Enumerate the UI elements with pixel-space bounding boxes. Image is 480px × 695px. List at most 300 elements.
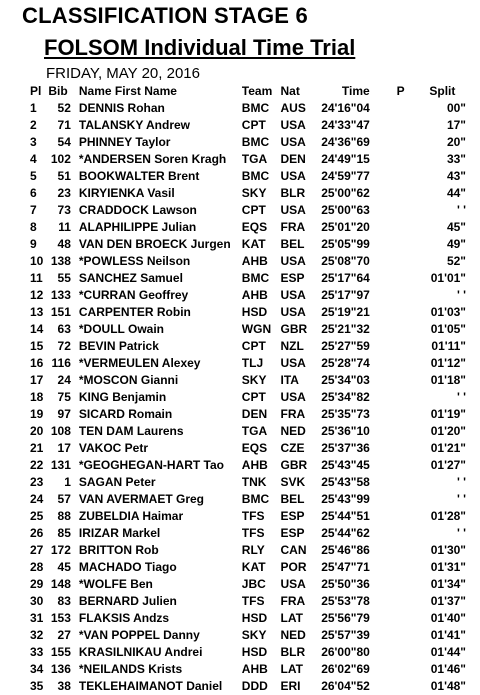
nation-cell: USA [280,203,306,217]
place-cell: 5 [30,169,37,183]
time-cell: 25'17"97 [321,288,370,302]
table-row [30,355,474,372]
time-cell: 25'00"62 [321,186,370,200]
nation-cell: ITA [280,373,299,387]
rider-name-cell: ZUBELDIA Haimar [78,509,184,523]
team-cell: DEN [241,407,268,421]
bib-cell: 108 [50,424,71,438]
bib-cell: 27 [57,628,71,642]
nation-cell: USA [280,577,306,591]
time-cell: 25'43"99 [321,492,370,506]
place-cell: 9 [30,237,37,251]
bib-cell: 52 [57,101,71,115]
bib-cell: 85 [57,526,71,540]
time-cell: 25'27"59 [321,339,370,353]
time-cell: 25'08"70 [321,254,370,268]
penalty-cell [390,321,410,338]
place-cell: 31 [30,611,44,625]
split-cell: ' ' [456,526,466,540]
penalty-cell [390,440,410,457]
team-cell: TFS [241,594,265,608]
penalty-cell [390,100,410,117]
time-cell: 24'49"15 [321,152,370,166]
nation-cell: USA [280,135,306,149]
table-row [30,338,474,355]
rider-name-cell: *WOLFE Ben [78,577,153,591]
team-cell: TFS [241,526,265,540]
penalty-cell [390,151,410,168]
time-cell: 25'28"74 [321,356,370,370]
table-row [30,389,474,406]
bib-cell: 153 [50,611,71,625]
time-cell: 24'33"47 [321,118,370,132]
table-row [30,372,474,389]
nation-cell: ESP [280,271,305,285]
nation-cell: NED [280,628,306,642]
place-cell: 16 [30,356,44,370]
time-cell: 25'57"39 [321,628,370,642]
place-cell: 15 [30,339,44,353]
time-cell: 24'36"69 [321,135,370,149]
col-header-split: Split [429,84,456,98]
rider-name-cell: BEVIN Patrick [78,339,159,353]
col-header-team: Team [241,84,273,98]
nation-cell: ESP [280,526,305,540]
nation-cell: USA [280,356,306,370]
penalty-cell [390,168,410,185]
team-cell: WGN [241,322,272,336]
place-cell: 1 [30,101,37,115]
rider-name-cell: CRADDOCK Lawson [78,203,197,217]
team-cell: BMC [241,135,270,149]
rider-name-cell: SANCHEZ Samuel [78,271,183,285]
bib-cell: 88 [57,509,71,523]
nation-cell: NZL [280,339,304,353]
team-cell: EQS [241,441,268,455]
nation-cell: LAT [280,662,303,676]
rider-name-cell: *CURRAN Geoffrey [78,288,189,302]
bib-cell: 172 [50,543,71,557]
stage-title: FOLSOM Individual Time Trial [44,35,356,60]
place-cell: 33 [30,645,44,659]
table-row [30,576,474,593]
rider-name-cell: *VAN POPPEL Danny [78,628,200,642]
penalty-cell [390,678,410,695]
bib-cell: 38 [57,679,71,693]
bib-cell: 83 [57,594,71,608]
bib-cell: 17 [57,441,71,455]
table-row [30,287,474,304]
rider-name-cell: VAKOC Petr [78,441,148,455]
nation-cell: BLR [280,186,306,200]
table-row [30,406,474,423]
rider-name-cell: *POWLESS Neilson [78,254,191,268]
place-cell: 30 [30,594,44,608]
time-cell: 24'59"77 [321,169,370,183]
rider-name-cell: *GEOGHEGAN-HART Tao [78,458,224,472]
place-cell: 34 [30,662,44,676]
nation-cell: AUS [280,101,306,115]
bib-cell: 138 [50,254,71,268]
rider-name-cell: *MOSCON Gianni [78,373,179,387]
rider-name-cell: BERNARD Julien [78,594,177,608]
penalty-cell [390,236,410,253]
table-row [30,202,474,219]
team-cell: HSD [241,645,268,659]
penalty-cell [390,406,410,423]
team-cell: TLJ [241,356,264,370]
split-cell: 01'11" [431,339,466,353]
time-cell: 25'35"73 [321,407,370,421]
team-cell: BMC [241,492,270,506]
table-row [30,423,474,440]
time-cell: 25'34"82 [321,390,370,404]
bib-cell: 102 [50,152,71,166]
table-row [30,644,474,661]
rider-name-cell: *VERMEULEN Alexey [78,356,201,370]
place-cell: 27 [30,543,44,557]
col-header-bib: Bib [48,84,68,98]
table-row [30,474,474,491]
team-cell: CPT [241,118,266,132]
rider-name-cell: SAGAN Peter [78,475,156,489]
time-cell: 25'17"64 [321,271,370,285]
nation-cell: USA [280,288,306,302]
table-row [30,151,474,168]
penalty-cell [390,542,410,559]
table-row [30,321,474,338]
place-cell: 26 [30,526,44,540]
time-cell: 25'00"63 [321,203,370,217]
bib-cell: 57 [57,492,71,506]
table-row [30,491,474,508]
penalty-cell [390,593,410,610]
penalty-cell [390,185,410,202]
split-cell: 44" [446,186,466,200]
nation-cell: BEL [280,492,305,506]
split-cell: 20" [446,135,466,149]
time-cell: 25'43"45 [321,458,370,472]
table-row [30,304,474,321]
time-cell: 25'01"20 [321,220,370,234]
penalty-cell [390,202,410,219]
split-cell: 17" [446,118,466,132]
time-cell: 26'02"69 [321,662,370,676]
split-cell: 01'40" [430,611,466,625]
split-cell: 01'27" [430,458,466,472]
place-cell: 17 [30,373,44,387]
team-cell: AHB [241,662,268,676]
place-cell: 23 [30,475,44,489]
time-cell: 25'44"62 [321,526,370,540]
place-cell: 2 [30,118,37,132]
place-cell: 29 [30,577,44,591]
nation-cell: ESP [280,509,305,523]
penalty-cell [390,559,410,576]
nation-cell: LAT [280,611,303,625]
bib-cell: 55 [57,271,71,285]
penalty-cell [390,253,410,270]
split-cell: 01'01" [430,271,466,285]
nation-cell: SVK [280,475,306,489]
bib-cell: 63 [57,322,71,336]
time-cell: 24'16"04 [321,101,370,115]
penalty-cell [390,134,410,151]
penalty-cell [390,338,410,355]
rider-name-cell: ALAPHILIPPE Julian [78,220,197,234]
place-cell: 19 [30,407,44,421]
table-row [30,525,474,542]
bib-cell: 48 [57,237,71,251]
team-cell: AHB [241,288,268,302]
rider-name-cell: FLAKSIS Andzs [78,611,170,625]
time-cell: 26'04"52 [321,679,370,693]
nation-cell: NED [280,424,306,438]
nation-cell: BLR [280,645,306,659]
split-cell: 45" [446,220,466,234]
rider-name-cell: TEKLEHAIMANOT Daniel [78,679,223,693]
place-cell: 8 [30,220,37,234]
penalty-cell [390,644,410,661]
time-cell: 25'43"58 [321,475,370,489]
nation-cell: POR [280,560,307,574]
split-cell: 01'37" [430,594,466,608]
bib-cell: 133 [50,288,71,302]
bib-cell: 75 [57,390,71,404]
time-cell: 25'34"03 [321,373,370,387]
place-cell: 21 [30,441,44,455]
time-cell: 25'05"99 [321,237,370,251]
rider-name-cell: CARPENTER Robin [78,305,191,319]
bib-cell: 131 [50,458,71,472]
split-cell: 33" [446,152,466,166]
team-cell: SKY [241,186,267,200]
table-row [30,678,474,695]
split-cell: 01'44" [430,645,466,659]
split-cell: 01'28" [430,509,466,523]
table-row [30,559,474,576]
place-cell: 22 [30,458,44,472]
rider-name-cell: KING Benjamin [78,390,167,404]
stage-date: FRIDAY, MAY 20, 2016 [46,65,200,82]
split-cell: 01'20" [430,424,466,438]
table-row [30,270,474,287]
bib-cell: 1 [64,475,71,489]
bib-cell: 136 [50,662,71,676]
penalty-cell [390,270,410,287]
bib-cell: 11 [58,220,71,234]
penalty-cell [390,423,410,440]
bib-cell: 23 [57,186,71,200]
team-cell: TGA [241,152,268,166]
team-cell: DDD [241,679,268,693]
team-cell: BMC [241,101,270,115]
rider-name-cell: *ANDERSEN Soren Kragh [78,152,227,166]
team-cell: SKY [241,628,267,642]
split-cell: 01'21" [430,441,466,455]
team-cell: TGA [241,424,268,438]
time-cell: 25'56"79 [321,611,370,625]
table-row [30,219,474,236]
time-cell: 25'47"71 [321,560,370,574]
place-cell: 11 [30,271,43,285]
split-cell: 01'12" [430,356,466,370]
penalty-cell [390,457,410,474]
place-cell: 32 [30,628,44,642]
nation-cell: BEL [280,237,305,251]
nation-cell: USA [280,390,306,404]
rider-name-cell: VAN DEN BROECK Jurgen [78,237,231,251]
penalty-cell [390,304,410,321]
bib-cell: 51 [57,169,71,183]
rider-name-cell: PHINNEY Taylor [78,135,171,149]
split-cell: ' ' [456,475,466,489]
nation-cell: USA [280,169,306,183]
team-cell: JBC [241,577,266,591]
table-row [30,117,474,134]
time-cell: 25'46"86 [321,543,370,557]
penalty-cell [390,627,410,644]
bib-cell: 151 [50,305,71,319]
split-cell: 01'31" [430,560,466,574]
team-cell: EQS [241,220,268,234]
penalty-cell [390,372,410,389]
penalty-cell [390,576,410,593]
team-cell: KAT [241,237,266,251]
split-cell: 01'03" [430,305,466,319]
table-row [30,440,474,457]
split-cell: 01'48" [430,679,466,693]
split-cell: ' ' [456,288,466,302]
place-cell: 7 [30,203,37,217]
time-cell: 25'37"36 [321,441,370,455]
rider-name-cell: DENNIS Rohan [78,101,165,115]
team-cell: BMC [241,169,270,183]
team-cell: TFS [241,509,265,523]
nation-cell: CAN [280,543,307,557]
place-cell: 12 [30,288,44,302]
table-row [30,627,474,644]
place-cell: 24 [30,492,44,506]
table-row [30,253,474,270]
team-cell: CPT [241,203,266,217]
table-row [30,457,474,474]
rider-name-cell: KIRYIENKA Vasil [78,186,175,200]
time-cell: 25'44"51 [321,509,370,523]
split-cell: 52" [446,254,466,268]
table-row [30,593,474,610]
nation-cell: FRA [280,594,306,608]
place-cell: 3 [30,135,37,149]
team-cell: CPT [241,339,266,353]
place-cell: 35 [30,679,44,693]
team-cell: AHB [241,458,268,472]
penalty-cell [390,287,410,304]
place-cell: 14 [30,322,44,336]
results-body [30,100,474,695]
rider-name-cell: *DOULL Owain [78,322,164,336]
split-cell: ' ' [456,390,466,404]
place-cell: 28 [30,560,44,574]
table-row [30,661,474,678]
rider-name-cell: BRITTON Rob [78,543,159,557]
bib-cell: 54 [57,135,71,149]
rider-name-cell: KRASILNIKAU Andrei [78,645,203,659]
bib-cell: 45 [57,560,71,574]
split-cell: 01'46" [430,662,466,676]
split-cell: 49" [446,237,466,251]
col-header-p: P [396,84,405,98]
team-cell: TNK [241,475,267,489]
place-cell: 4 [30,152,37,166]
split-cell: 01'19" [430,407,466,421]
rider-name-cell: MACHADO Tiago [78,560,177,574]
table-header-row [30,83,474,100]
results-table [30,83,474,695]
place-cell: 6 [30,186,37,200]
rider-name-cell: IRIZAR Markel [78,526,161,540]
penalty-cell [390,610,410,627]
penalty-cell [390,508,410,525]
team-cell: RLY [241,543,265,557]
team-cell: AHB [241,254,268,268]
time-cell: 25'36"10 [321,424,370,438]
split-cell: 01'18" [430,373,466,387]
split-cell: 43" [446,169,466,183]
rider-name-cell: TEN DAM Laurens [78,424,184,438]
table-row [30,542,474,559]
split-cell: ' ' [456,203,466,217]
bib-cell: 72 [57,339,71,353]
table-row [30,610,474,627]
time-cell: 25'50"36 [321,577,370,591]
table-row [30,508,474,525]
split-cell: 01'05" [430,322,466,336]
team-cell: BMC [241,271,270,285]
penalty-cell [390,491,410,508]
penalty-cell [390,525,410,542]
split-cell: 01'41" [430,628,466,642]
table-row [30,185,474,202]
nation-cell: USA [280,118,306,132]
nation-cell: CZE [280,441,305,455]
split-cell: 01'34" [430,577,466,591]
time-cell: 26'00"80 [321,645,370,659]
split-cell: ' ' [456,492,466,506]
time-cell: 25'19"21 [321,305,370,319]
table-row [30,100,474,117]
rider-name-cell: *NEILANDS Krists [78,662,183,676]
table-row [30,236,474,253]
nation-cell: USA [280,254,306,268]
time-cell: 25'53"78 [321,594,370,608]
col-header-name: Name First Name [78,84,177,98]
rider-name-cell: TALANSKY Andrew [78,118,190,132]
nation-cell: ERI [280,679,301,693]
team-cell: HSD [241,305,268,319]
penalty-cell [390,661,410,678]
nation-cell: GBR [280,458,308,472]
bib-cell: 73 [57,203,71,217]
nation-cell: GBR [280,322,308,336]
bib-cell: 155 [50,645,71,659]
nation-cell: FRA [280,220,306,234]
col-header-time: Time [341,84,370,98]
split-cell: 00" [446,101,466,115]
nation-cell: DEN [280,152,306,166]
place-cell: 13 [30,305,44,319]
bib-cell: 71 [57,118,71,132]
